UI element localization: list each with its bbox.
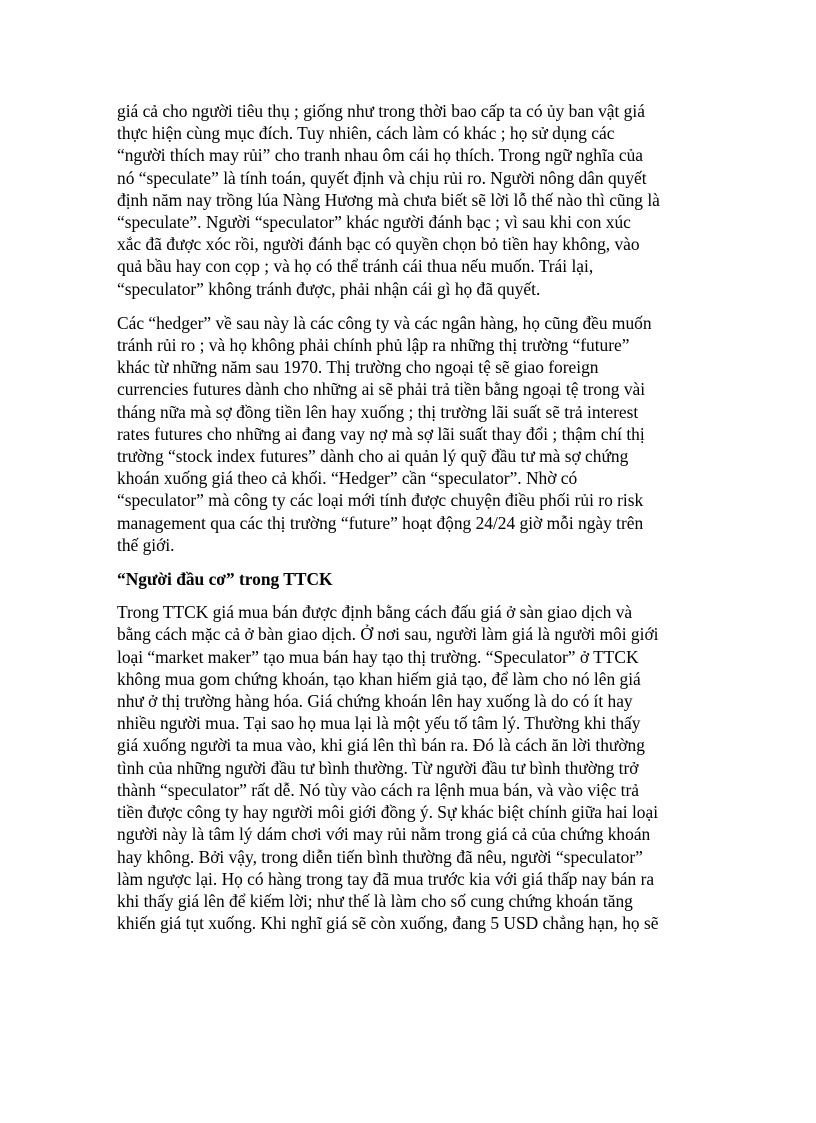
text-line: tình của những người đầu tư bình thường. Từ người đầu tư bình thường trở	[117, 757, 639, 778]
text-line: khoán xuống giá theo cả khối. “Hedger” cần “speculator”. Nhờ có	[117, 468, 578, 489]
text-line: giá cả cho người tiêu thụ ; giống như trong thời bao cấp ta có ủy ban vật giá	[117, 101, 645, 121]
text-line: nó “speculate” là tính toán, quyết định và chịu rủi ro. Người nông dân quyết	[117, 167, 647, 188]
section-heading: “Người đầu cơ” trong TTCK	[117, 569, 333, 590]
text-line: thành “speculator” rất dễ. Nó tùy vào cách ra lệnh mua bán, và vào việc trả	[117, 779, 639, 800]
text-line: khi thấy giá lên để kiếm lời; như thế là làm cho số cung chứng khoán tăng	[117, 890, 633, 911]
paragraph-speculate-definition	[117, 100, 717, 300]
text-line: như ở thị trường hàng hóa. Giá chứng khoán lên hay xuống là do có ít hay	[117, 691, 633, 712]
text-line: tránh rủi ro ; và họ không phải chính phủ lập ra những thị trường “future”	[117, 335, 630, 356]
text-line: “speculator” không tránh được, phải nhận cái gì họ đã quyết.	[117, 278, 541, 299]
text-line: tiền được công ty hay người môi giới đồng ý. Sự khác biệt chính giữa hai loại	[117, 802, 659, 823]
text-line: loại “market maker” tạo mua bán hay tạo thị trường. “Speculator” ở TTCK	[117, 646, 639, 667]
text-line: “speculator” mà công ty các loại mới tính được chuyện điều phối rủi ro risk	[117, 490, 644, 511]
text-line: nhiều người mua. Tại sao họ mua lại là một yếu tố tâm lý. Thường khi thấy	[117, 713, 641, 734]
text-line: bằng cách mặc cả ở bàn giao dịch. Ở nơi sau, người làm giá là người môi giới	[117, 624, 659, 645]
text-line: management qua các thị trường “future” hoạt động 24/24 giờ mỗi ngày trên	[117, 512, 644, 533]
text-line: định năm nay trồng lúa Nàng Hương mà chưa biết sẽ lời lỗ thế nào thì cũng là	[117, 189, 660, 210]
text-line: tháng nữa mà sợ đồng tiền lên hay xuống ; thị trường lãi suất sẽ trả interest	[117, 401, 639, 422]
text-line: không mua gom chứng khoán, tạo khan hiếm giả tạo, để làm cho nó lên giá	[117, 668, 641, 689]
text-line: người này là tâm lý dám chơi với may rủi nằm trong giá cả của chứng khoán	[117, 824, 651, 845]
text-line: Trong TTCK giá mua bán được định bằng cách đấu giá ở sàn giao dịch và	[117, 602, 633, 623]
text-line: khiến giá tụt xuống. Khi nghĩ giá sẽ còn xuống, đang 5 USD chẳng hạn, họ sẽ	[117, 913, 659, 934]
text-line: “người thích may rủi” cho tranh nhau ôm cái họ thích. Trong ngữ nghĩa của	[117, 145, 643, 166]
document-page	[117, 100, 717, 934]
text-line: rates futures cho những ai đang vay nợ mà sợ lãi suất thay đổi ; thậm chí thị	[117, 423, 645, 444]
text-line: xắc đã được xóc rồi, người đánh bạc có quyền chọn bỏ tiền hay không, vào	[117, 234, 640, 255]
text-line: giá xuống người ta mua vào, khi giá lên thì bán ra. Đó là cách ăn lời thường	[117, 735, 645, 756]
text-line: Các “hedger” về sau này là các công ty và các ngân hàng, họ cũng đều muốn	[117, 312, 652, 333]
text-line: trường “stock index futures” dành cho ai quản lý quỹ đầu tư mà sợ chứng	[117, 446, 629, 467]
text-line: “speculate”. Người “speculator” khác người đánh bạc ; vì sau khi con xúc	[117, 212, 631, 233]
text-line: khác từ những năm sau 1970. Thị trường cho ngoại tệ sẽ giao foreign	[117, 357, 599, 378]
text-line: currencies futures dành cho những ai sẽ phải trả tiền bằng ngoại tệ trong vài	[117, 379, 646, 400]
text-line: hay không. Bởi vậy, trong diễn tiến bình thường đã nêu, người “speculator”	[117, 846, 643, 867]
text-line: thực hiện cùng mục đích. Tuy nhiên, cách làm có khác ; họ sử dụng các	[117, 123, 615, 144]
paragraph-ttck	[117, 601, 717, 934]
paragraph-hedger	[117, 312, 717, 556]
text-line: thế giới.	[117, 534, 175, 555]
text-line: làm ngược lại. Họ có hàng trong tay đã mua trước kia với giá thấp nay bán ra	[117, 868, 655, 889]
text-line: quả bầu hay con cọp ; và họ có thể tránh cái thua nếu muốn. Trái lại,	[117, 256, 594, 277]
